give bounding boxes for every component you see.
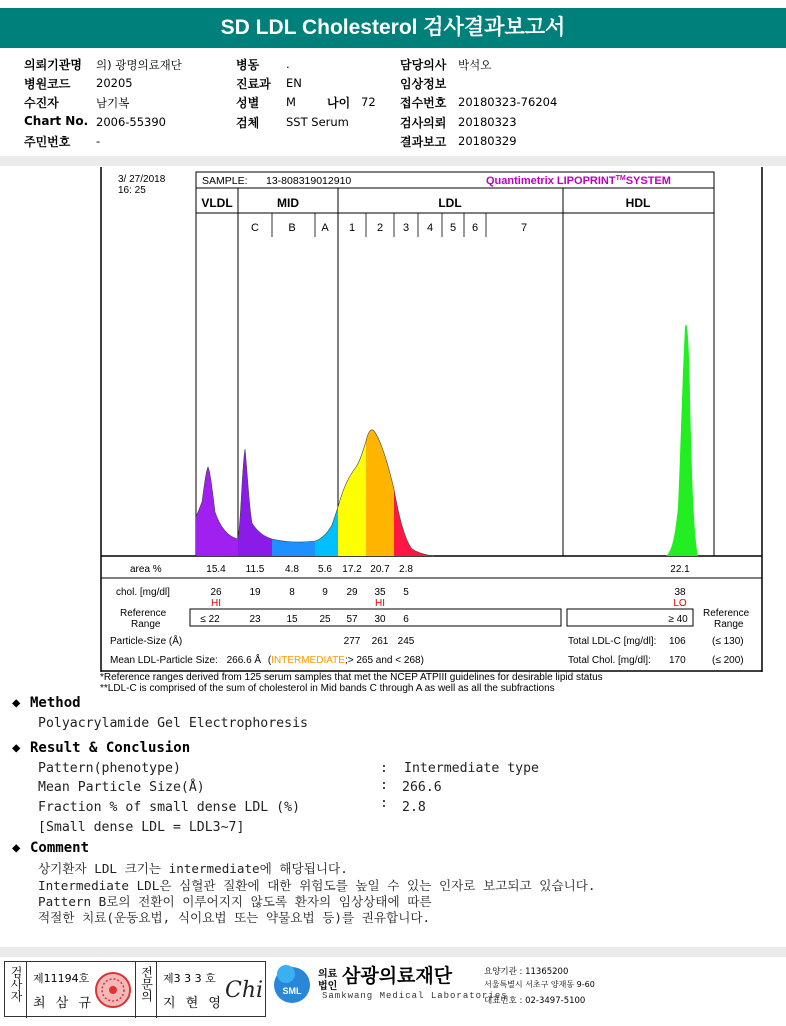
sample-id: 13-808319012910 [266, 175, 352, 187]
total-ldl-value: 106 [669, 636, 686, 647]
org-address: 서울특별시 서초구 양재동 9-60 [484, 980, 595, 989]
result-colon: : [380, 761, 388, 776]
result-title: Result & Conclusion [30, 740, 191, 756]
specialist-license: 제3 3 3 호 [163, 972, 216, 985]
total-chol-range: (≤ 200) [712, 655, 744, 666]
patient-info [24, 56, 764, 156]
info-label: 진료과 [236, 77, 271, 91]
info-value: 20180323 [458, 115, 517, 129]
chol-value: 26 [210, 587, 222, 598]
system-name-text: Quantimetrix LIPOPRINT [486, 175, 616, 187]
band-label: C [251, 222, 259, 234]
total-chol-value: 170 [669, 655, 686, 666]
band-label: 4 [426, 222, 434, 234]
info-value: 2006-55390 [96, 115, 166, 129]
info-label: 의뢰기관명 [24, 58, 82, 72]
mean-flag: INTERMEDIATE [271, 655, 345, 666]
section-divider [0, 156, 786, 166]
result-label: Mean Particle Size(Å) [38, 780, 205, 795]
signature-box [4, 961, 266, 1017]
total-ldl-label: Total LDL-C [mg/dl]: [568, 636, 657, 647]
row-label-area: area % [130, 564, 162, 575]
group-label-hdl: HDL [625, 196, 651, 210]
info-label: 성별 [236, 96, 260, 110]
chol-value: 8 [289, 587, 295, 598]
ref-value: 57 [346, 614, 358, 625]
band-area-3 [394, 489, 434, 556]
ref-value: ≥ 40 [668, 614, 688, 625]
examiner-name: 최 삼 규 [33, 996, 94, 1011]
info-label: 담당의사 [400, 58, 447, 72]
ref-value: 30 [374, 614, 386, 625]
band-label: 5 [449, 222, 457, 234]
org-code: 요양기관 : 11365200 [484, 967, 569, 977]
specialist-name: 지 현 영 [163, 996, 224, 1011]
band-label: 7 [520, 222, 528, 234]
lipoprint-chart [100, 167, 763, 672]
result-value: 2.8 [402, 800, 426, 815]
ref-label: Reference [120, 608, 167, 619]
sample-label: SAMPLE: [202, 175, 248, 187]
chol-value: 19 [249, 587, 261, 598]
band-label: A [321, 222, 329, 234]
band-area-a [315, 507, 338, 556]
flag-hi: HI [211, 598, 221, 609]
total-chol-label: Total Chol. [mg/dl]: [568, 655, 651, 666]
org-prefix: 의료 [318, 969, 338, 980]
org-prefix: 법인 [318, 981, 338, 992]
area-value: 20.7 [370, 564, 390, 575]
area-value: 5.6 [318, 564, 332, 575]
result-value: 266.6 [402, 780, 442, 795]
result-note: [Small dense LDL = LDL3~7] [38, 820, 245, 835]
comment-line: Pattern B로의 전환이 이루어지지 않도록 환자의 임상상태에 따른 [38, 894, 432, 909]
ref-label-right: Range [714, 619, 744, 630]
group-label-ldl: LDL [438, 196, 462, 210]
ref-label: Range [131, 619, 161, 630]
footnotes [100, 672, 603, 694]
system-suffix: SYSTEM [625, 175, 671, 187]
ref-label-right: Reference [703, 608, 750, 619]
result-heading [12, 740, 190, 756]
area-value: 15.4 [206, 564, 226, 575]
system-tm: TM [615, 175, 626, 182]
area-value: 17.2 [342, 564, 362, 575]
org-name-en: Samkwang Medical Laboratories [322, 991, 508, 1001]
particle-value: 245 [397, 636, 415, 647]
method-heading [12, 695, 81, 711]
result-colon: : [380, 796, 388, 811]
info-label: 결과보고 [400, 135, 447, 149]
info-value: 20205 [96, 76, 133, 90]
info-value: . [286, 57, 290, 71]
band-label: 1 [348, 222, 356, 234]
chol-value: 35 [374, 587, 386, 598]
chol-value: 29 [346, 587, 358, 598]
info-label: Chart No. [24, 114, 89, 128]
section-divider [0, 947, 786, 957]
chol-value: 5 [403, 587, 409, 598]
examiner-label-text: 검사자 [9, 966, 23, 1002]
age-value: 72 [361, 95, 376, 109]
sml-logo-text: SML [282, 986, 302, 996]
band-label: 6 [471, 222, 479, 234]
ref-value: ≤ 22 [200, 614, 220, 625]
info-value: 박석오 [458, 58, 492, 72]
signature-footer [0, 961, 786, 1019]
age-label: 나이 [327, 96, 351, 110]
system-name [486, 175, 671, 187]
band-area-1 [338, 441, 366, 556]
info-label: 접수번호 [400, 96, 447, 110]
info-label: 검사의뢰 [400, 116, 447, 130]
info-label: 검체 [236, 116, 260, 130]
info-value: M [286, 95, 296, 109]
chart-time: 16: 25 [118, 185, 146, 196]
mean-open: ( [267, 655, 272, 666]
ref-value: 25 [319, 614, 331, 625]
comment-line: 상기환자 LDL 크기는 intermediate에 해당됩니다. [38, 861, 348, 876]
band-area-vldl [196, 467, 238, 556]
footnote: *Reference ranges derived from 125 serum samples that met the NCEP ATPIII guidelines for desirable lipid status [100, 672, 603, 683]
info-label: 병동 [236, 58, 260, 72]
org-name: 삼광의료재단 [342, 965, 453, 987]
info-value: 20180329 [458, 134, 517, 148]
band-label: 3 [402, 222, 410, 234]
info-label: 병원코드 [24, 77, 71, 91]
info-value: SST Serum [286, 115, 349, 129]
result-value: Intermediate type [404, 761, 539, 776]
band-label: B [288, 222, 296, 234]
total-ldl-range: (≤ 130) [712, 636, 744, 647]
comment-line: Intermediate LDL은 심혈관 질환에 대한 위험도를 높일 수 있는 인자로 보고되고 있습니다. [38, 878, 596, 893]
info-value: - [96, 134, 101, 148]
area-value: 11.5 [245, 564, 265, 575]
result-label: Fraction % of small dense LDL (%) [38, 800, 301, 815]
method-title: Method [30, 695, 81, 711]
result-colon: : [380, 778, 388, 793]
info-value: 20180323-76204 [458, 95, 558, 109]
chol-value: 9 [322, 587, 328, 598]
mean-range: ;> 265 and < 268) [344, 655, 424, 666]
particle-value: 277 [343, 636, 361, 647]
diamond-icon: ◆ [12, 840, 21, 856]
result-label: Pattern(phenotype) [38, 761, 181, 776]
diamond-icon: ◆ [12, 695, 21, 711]
area-value: 2.8 [399, 564, 413, 575]
info-label: 수진자 [24, 96, 59, 110]
info-value: 의) 광명의료재단 [96, 58, 182, 72]
flag-hi: HI [375, 598, 385, 609]
specialist-label-text: 전문의 [139, 966, 154, 1002]
ref-value: 23 [249, 614, 261, 625]
diamond-icon: ◆ [12, 740, 21, 756]
band-area-hdl [666, 325, 698, 556]
info-value: EN [286, 76, 302, 90]
seal-icon [93, 970, 133, 1010]
method-text: Polyacrylamide Gel Electrophoresis [38, 716, 308, 731]
group-label-vldl: VLDL [201, 196, 233, 210]
mean-label: Mean LDL-Particle Size: [110, 655, 218, 666]
flag-lo: LO [673, 598, 687, 609]
profile-areas [196, 325, 698, 556]
comment-line: 적절한 치료(운동요법, 식이요법 또는 약물요법 등)를 권유합니다. [38, 910, 431, 925]
group-label-mid: MID [277, 196, 299, 210]
area-value: 4.8 [285, 564, 299, 575]
chol-value: 38 [674, 587, 686, 598]
particle-value: 261 [371, 636, 389, 647]
info-value: 남기복 [96, 96, 130, 110]
info-label: 주민번호 [24, 135, 71, 149]
area-value: 22.1 [670, 564, 690, 575]
sml-logo-icon [272, 963, 312, 1003]
info-label: 임상정보 [400, 77, 447, 91]
examiner-license: 제11194호 [33, 972, 90, 985]
band-label: 2 [376, 222, 384, 234]
band-area-2 [366, 430, 394, 556]
comment-title: Comment [30, 840, 90, 856]
specialist-label [135, 962, 157, 1018]
particle-label: Particle-Size (Å) [110, 636, 183, 647]
mean-value: 266.6 Å [226, 655, 262, 666]
ref-value: 15 [286, 614, 298, 625]
org-phone: 대표번호 : 02-3497-5100 [484, 996, 586, 1006]
examiner-label [5, 962, 27, 1018]
footnote: **LDL-C is comprised of the sum of cholesterol in Mid bands C through A as well as all the subfractions [100, 683, 555, 694]
chart-date: 3/ 27/2018 [118, 174, 166, 185]
ref-value: 6 [403, 614, 409, 625]
signature: Chi [225, 978, 264, 1003]
comment-heading [12, 840, 89, 856]
row-label-chol: chol. [mg/dl] [116, 587, 170, 598]
mean-ldl-line [110, 653, 424, 666]
report-title: SD LDL Cholesterol 검사결과보고서 [0, 8, 786, 48]
